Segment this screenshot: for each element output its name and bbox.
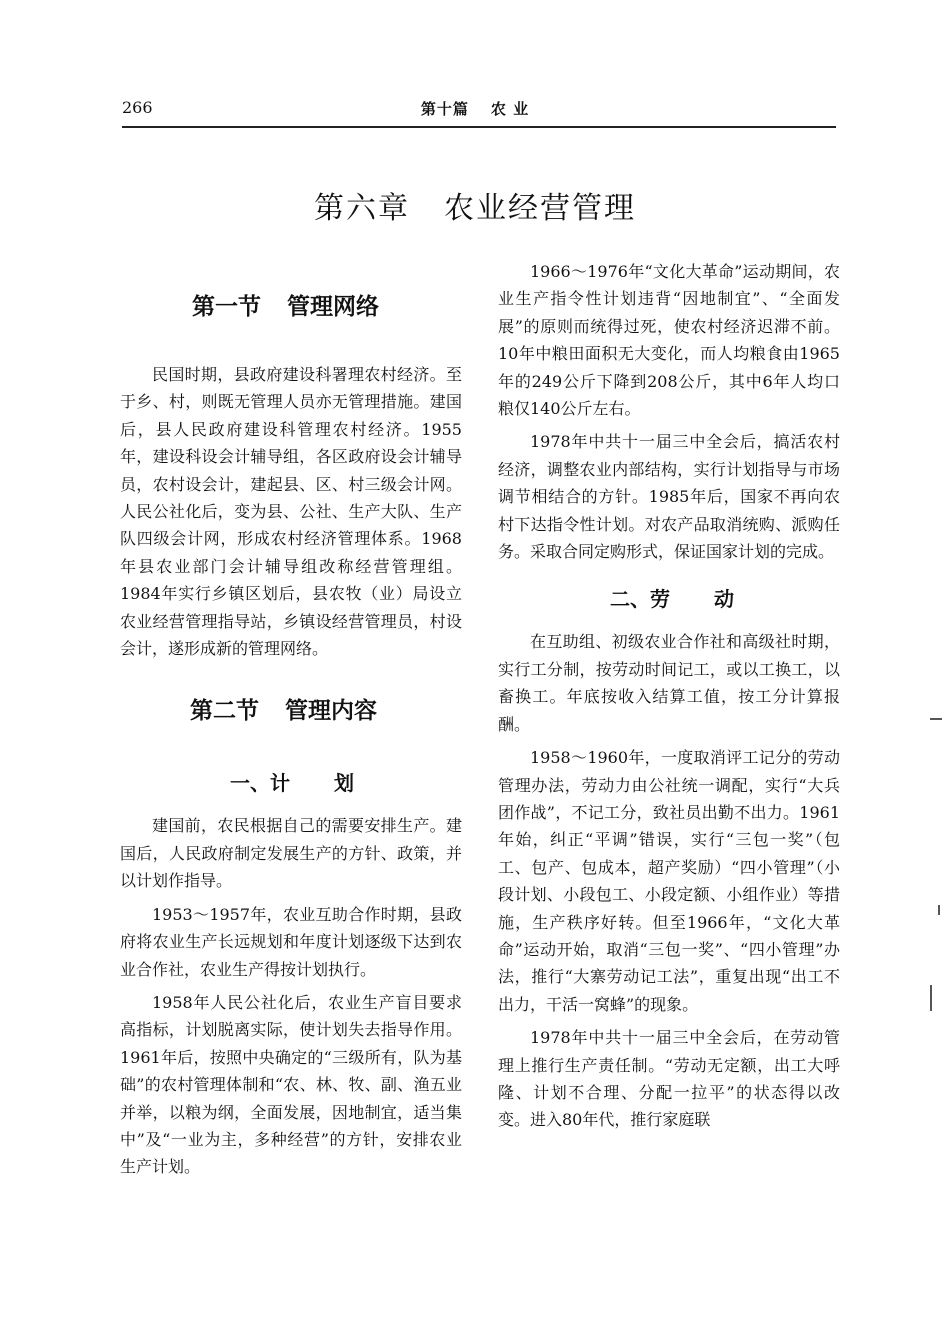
scan-mark bbox=[938, 905, 940, 915]
header-rule bbox=[122, 126, 836, 128]
labor-paragraph: 1958～1960年，一度取消评工记分的劳动管理办法，劳动力由公社统一调配，实行“大兵团作战”，不记工分，致社员出勤不出力。1961年始，纠正“平调”错误，实行“三包一奖”（包工、包产、包成本，超产奖励）“四小管理”（小段计划、小段包工、小段定额、小组作业）等措施，生产秩序好转。但至1966年，“文化大革命”运动开始，取消“三包一奖”、“四小管理”办法，推行“大寨劳动记工法”，重复出现“出工不出力，干活一窝蜂”的现象。 bbox=[498, 748, 840, 1014]
scan-mark bbox=[930, 985, 932, 1011]
left-column bbox=[120, 258, 462, 1181]
plan-paragraph: 1978年中共十一届三中全会后，搞活农村经济，调整农业内部结构，实行计划指导与市场调节相结合的方针。1985年后，国家不再向农村下达指令性计划。对农产品取消统购、派购任务。采取合同定购形式，保证国家计划的完成。 bbox=[498, 432, 840, 562]
chapter-name: 农业经营管理 bbox=[444, 191, 636, 226]
scan-mark bbox=[930, 718, 942, 720]
plan-paragraph: 建国前，农民根据自己的需要安排生产。建国后，人民政府制定发展生产的方针、政策，并以计划作指导。 bbox=[120, 816, 462, 891]
subsection-labor-title: 二、劳 动 bbox=[610, 587, 734, 612]
subsection-plan-title: 一、计 划 bbox=[230, 771, 354, 796]
chapter-title bbox=[0, 183, 950, 227]
labor-paragraph: 在互助组、初级农业合作社和高级社时期，实行工分制，按劳动时间记工，或以工换工，以畜换工。年底按收入结算工值，按工分计算报酬。 bbox=[498, 632, 840, 734]
section-1-title: 第一节 管理网络 bbox=[192, 293, 379, 320]
labor-paragraph: 1978年中共十一届三中全会后，在劳动管理上推行生产责任制。“劳动无定额，出工大呼隆、计划不合理、分配一拉平”的状态得以改变。进入80年代，推行家庭联 bbox=[498, 1028, 840, 1130]
chapter-number: 第六章 bbox=[314, 191, 410, 226]
running-header bbox=[0, 98, 950, 119]
plan-paragraph: 1958年人民公社化后，农业生产盲目要求高指标，计划脱离实际，使计划失去指导作用。1961年后，按照中央确定的“三级所有，队为基础”的农村管理体制和“农、林、牧、副、渔五业并举，以粮为纲，全面发展，因地制宜，适当集中”及“一业为主，多种经营”的方针，安排农业生产计划。 bbox=[120, 992, 462, 1177]
part-name: 农 业 bbox=[490, 100, 530, 118]
right-column bbox=[498, 258, 840, 1134]
page-number: 266 bbox=[122, 98, 153, 117]
section-1-paragraph: 民国时期，县政府建设科署理农村经济。至于乡、村，则既无管理人员亦无管理措施。建国后，县人民政府建设科管理农村经济。1955年，建设科设会计辅导组，各区政府设会计辅导员，农村设会计，建起县、区、村三级会计网。人民公社化后，变为县、公社、生产大队、生产队四级会计网，形成农村经济管理体系。1968年县农业部门会计辅导组改称经营管理组。1984年实行乡镇区划后，县农牧（业）局设立农业经营管理指导站，乡镇设经营管理员，村设会计，遂形成新的管理网络。 bbox=[120, 365, 462, 659]
part-label: 第十篇 bbox=[420, 100, 469, 118]
section-2-title: 第二节 管理内容 bbox=[190, 697, 377, 725]
plan-paragraph: 1966～1976年“文化大革命”运动期间，农业生产指令性计划违背“因地制宜”、“全面发展”的原则而统得过死，使农村经济迟滞不前。10年中粮田面积无大变化，而人均粮食由1965年的249公斤下降到208公斤，其中6年人均口粮仅140公斤左右。 bbox=[498, 262, 840, 419]
plan-paragraph: 1953～1957年，农业互助合作时期，县政府将农业生产长远规划和年度计划逐级下达到农业合作社，农业生产得按计划执行。 bbox=[120, 904, 462, 979]
